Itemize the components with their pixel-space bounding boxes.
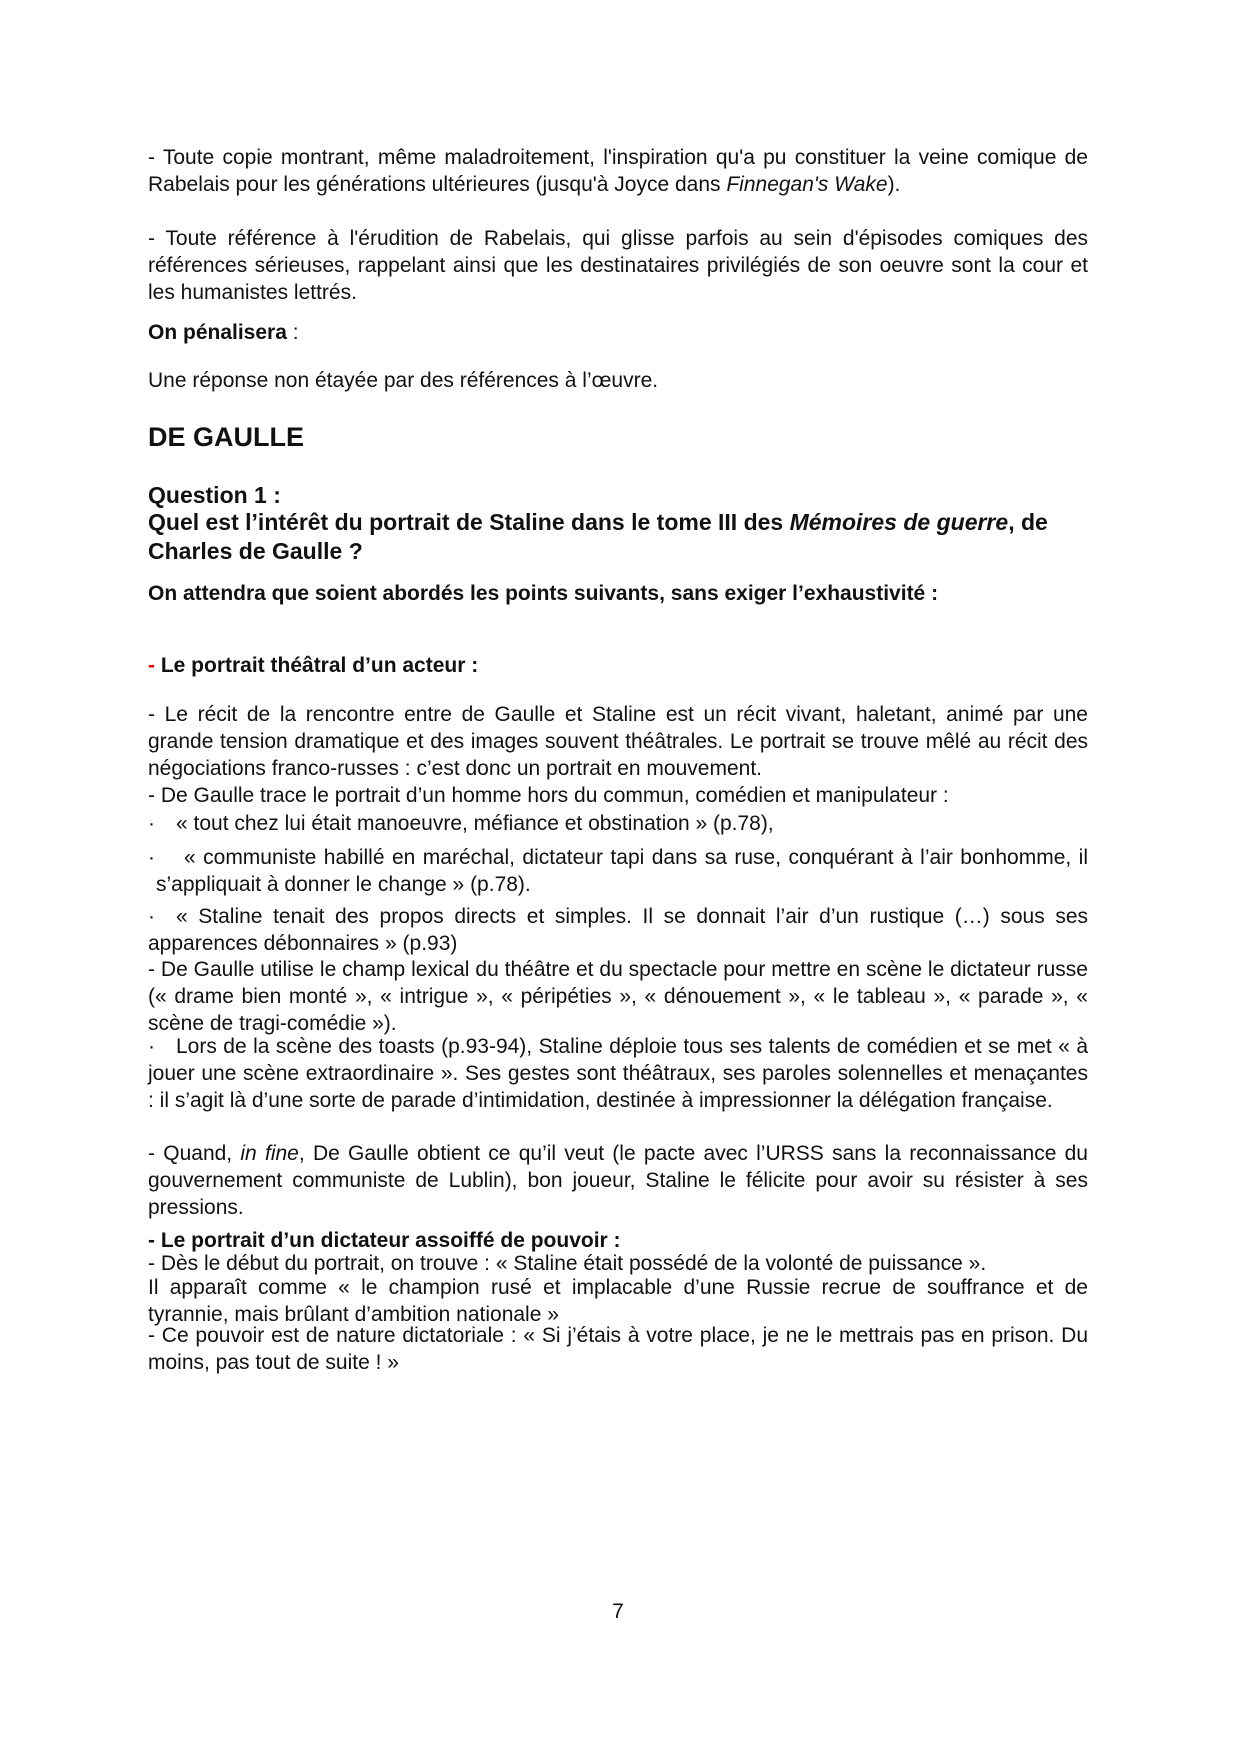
bullet-item-rustique: · « Staline tenait des propos directs et simples. Il se donnait l’air d’un rustique (…) sous ses apparences débonnaires » (p.93) — [148, 905, 1088, 955]
paragraph-dictatorial-power: - Ce pouvoir est de nature dictatoriale : « Si j’étais à votre place, je ne le mettrais pas en prison. Du moins, pas tout de suite ! » — [148, 1324, 1088, 1374]
subheading-theatrical-portrait: - Le portrait théâtral d’un acteur : — [148, 654, 479, 677]
paragraph-volonte-puissance: - Dès le début du portrait, on trouve : « Staline était possédé de la volonté de puissance ». — [148, 1252, 987, 1275]
red-dash: - — [148, 654, 155, 677]
subheading-dictator-portrait: - Le portrait d’un dictateur assoiffé de pouvoir : — [148, 1229, 621, 1252]
bullet-icon: · — [148, 846, 155, 869]
bullet-item-toasts: · Lors de la scène des toasts (p.93-94), Staline déploie tous ses talents de comédien et se met « à jouer une scène extraordinaire ». Ses gestes sont théâtraux, ses paroles solennelles et menaçantes : il s’agit là d’une sorte de parade d’intimidation, destinée à impressionner la délégation française. — [148, 1035, 1088, 1112]
rabelais-item-erudition: - Toute référence à l'érudition de Rabelais, qui glisse parfois au sein d'épisodes comiques des références sérieuses, rappelant ainsi que les destinataires privilégiés de son oeuvre sont la cour et les humanistes lettrés. — [148, 227, 1088, 304]
paragraph-in-fine: - Quand, in fine, De Gaulle obtient ce qu’il veut (le pacte avec l’URSS sans la reconnaissance du gouvernement communiste de Lublin), bon joueur, Staline le félicite pour avoir su résister à ses pressions. — [148, 1142, 1088, 1219]
work-title-finnegans-wake: Finnegan's Wake — [726, 173, 888, 196]
penalty-text: Une réponse non étayée par des références à l’œuvre. — [148, 369, 659, 392]
bullet-item-communiste: · « communiste habillé en maréchal, dictateur tapi dans sa ruse, conquérant à l’air bonhomme, il s’appliquait à donner le change » (p.78). — [148, 846, 1088, 896]
bullet-item-manoeuvre: · « tout chez lui était manoeuvre, méfiance et obstination » (p.78), — [148, 812, 774, 835]
rabelais-item-comic-legacy: - Toute copie montrant, même maladroitement, l'inspiration qu'a pu constituer la veine comique de Rabelais pour les générations ultérieures (jusqu'à Joyce dans Finnegan's Wake). — [148, 146, 1088, 196]
question-text: Quel est l’intérêt du portrait de Staline dans le tome III des Mémoires de guerre, de Charles de Gaulle ? — [148, 509, 1048, 564]
paragraph-portrait-intro: - De Gaulle trace le portrait d’un homme hors du commun, comédien et manipulateur : — [148, 784, 949, 807]
paragraph-lexical-field: - De Gaulle utilise le champ lexical du théâtre et du spectacle pour mettre en scène le dictateur russe (« drame bien monté », « intrigue », « péripéties », « dénouement », « le tableau », « parade », « scène de tragi-comédie »). — [148, 958, 1088, 1035]
bullet-icon: · — [148, 905, 155, 928]
bullet-icon: · — [148, 1035, 155, 1058]
section-heading-de-gaulle: DE GAULLE — [148, 422, 305, 452]
document-page — [148, 0, 1088, 1754]
question-number: Question 1 : — [148, 482, 281, 508]
expectation-statement: On attendra que soient abordés les points suivants, sans exiger l’exhaustivité : — [148, 582, 939, 605]
paragraph-meeting-account: - Le récit de la rencontre entre de Gaulle et Staline est un récit vivant, haletant, animé par une grande tension dramatique et des images souvent théâtrales. Le portrait se trouve mêlé au récit des négociations franco-russes : c’est donc un portrait en mouvement. — [148, 703, 1088, 780]
bullet-icon: · — [148, 812, 155, 835]
work-title-memoires: Mémoires de guerre — [789, 509, 1009, 535]
paragraph-champion-ruse: Il apparaît comme « le champion rusé et implacable d’une Russie recrue de souffrance et de tyrannie, mais brûlant d’ambition nationale » — [148, 1276, 1088, 1326]
page-number: 7 — [612, 1600, 624, 1623]
penalty-heading: On pénalisera : — [148, 321, 299, 344]
